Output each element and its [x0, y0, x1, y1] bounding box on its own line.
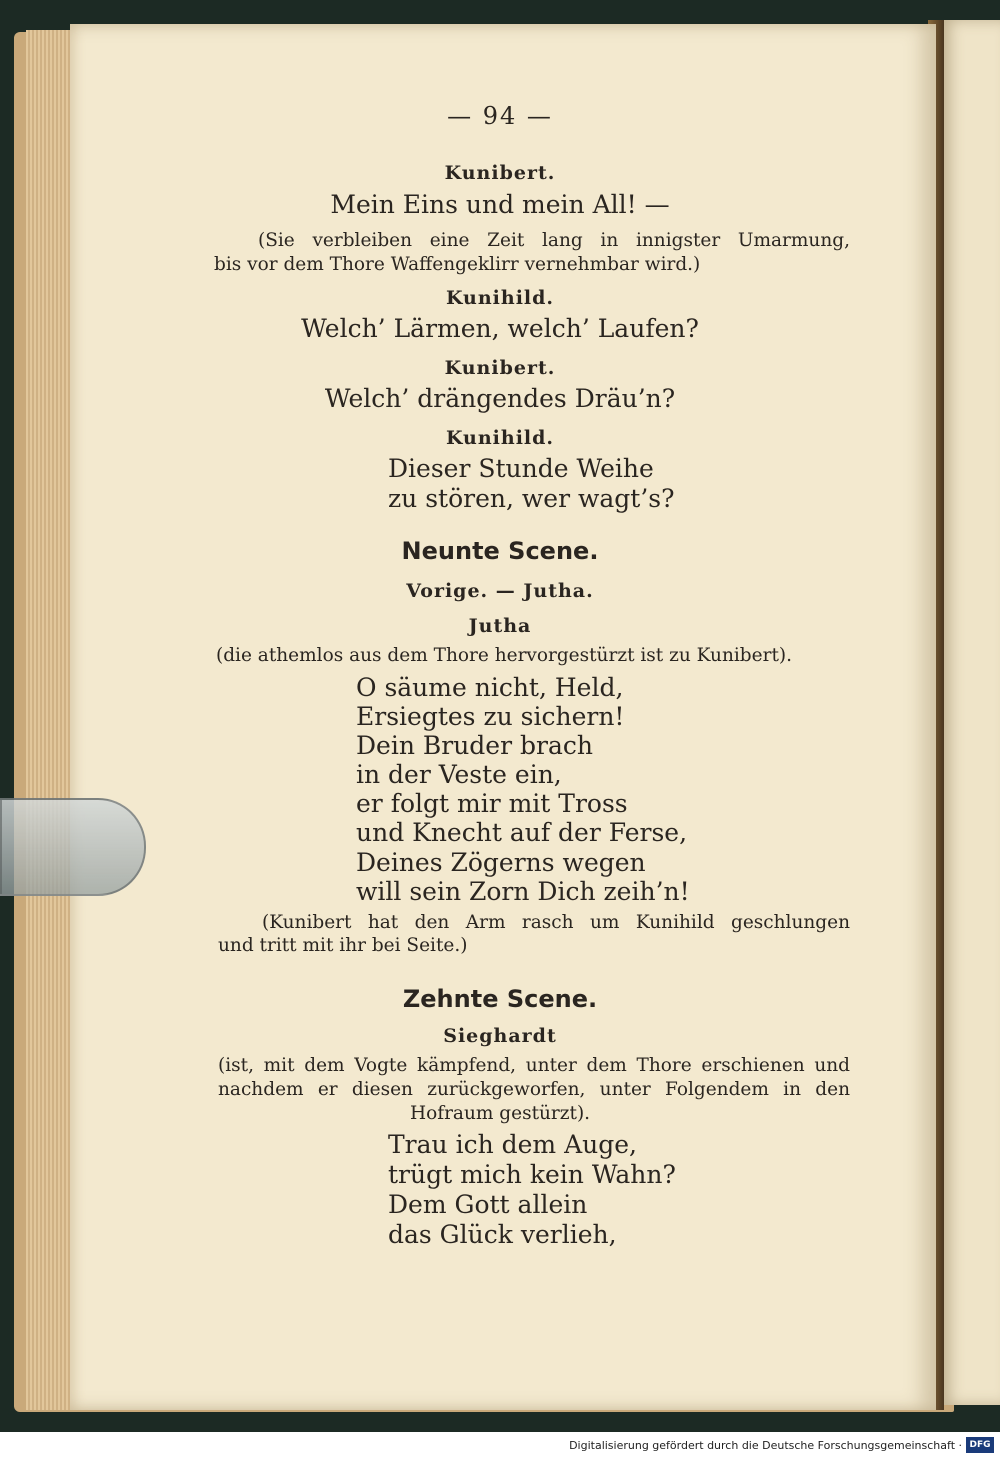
footer-bar [0, 1432, 1000, 1461]
verse-line: Deines Zögerns wegen [356, 848, 646, 877]
speaker-name: Kunibert. [444, 162, 556, 184]
verse-line: Mein Eins und mein All! — [330, 190, 670, 219]
page-number: — 94 — [447, 102, 553, 130]
funding-credit: Digitalisierung gefördert durch die Deutsche Forschungsgemeinschaft · [569, 1439, 962, 1452]
speaker-name: Kunibert. [444, 357, 556, 379]
verse-line: Welch’ drängendes Dräu’n? [324, 384, 676, 413]
dfg-logo: DFG [966, 1437, 994, 1453]
verse-line: und Knecht auf der Ferse, [356, 818, 688, 847]
stage-direction: (die athemlos aus dem Thore hervorgestürzt ist zu Kunibert). [216, 645, 792, 666]
speaker-name: Kunihild. [445, 427, 555, 449]
stage-direction: Hofraum gestürzt). [409, 1103, 591, 1124]
stage-direction: bis vor dem Thore Waffengeklirr vernehmbar wird.) [214, 254, 701, 275]
verse-line: das Glück verlieh, [388, 1220, 617, 1249]
characters-line: Vorige. — Jutha. [406, 580, 594, 602]
page-clip [0, 798, 146, 896]
verse-line: Dem Gott allein [388, 1190, 588, 1219]
verse-line: in der Veste ein, [356, 760, 562, 789]
verse-line: Ersiegtes zu sichern! [356, 702, 625, 731]
facing-page [940, 20, 1000, 1405]
stage-direction: (ist, mit dem Vogte kämpfend, unter dem Thore erschienen und [218, 1055, 850, 1076]
stage-direction: (Sie verbleiben eine Zeit lang in innigster Umarmung, [258, 230, 850, 251]
verse-line: will sein Zorn Dich zeih’n! [356, 877, 690, 906]
verse-line: Dein Bruder brach [356, 731, 593, 760]
stage-direction: und tritt mit ihr bei Seite.) [218, 935, 468, 956]
speaker-name: Sieghardt [443, 1025, 557, 1047]
stage-direction: (Kunibert hat den Arm rasch um Kunihild geschlungen [262, 912, 850, 933]
stage-direction: nachdem er diesen zurückgeworfen, unter Folgendem in den [218, 1079, 850, 1100]
verse-line: Dieser Stunde Weihe [388, 454, 654, 483]
verse-line: er folgt mir mit Tross [356, 789, 628, 818]
scene-heading: Neunte Scene. [401, 537, 599, 565]
verse-line: Trau ich dem Auge, [388, 1130, 637, 1159]
speaker-name: Jutha [468, 615, 532, 637]
verse-line: Welch’ Lärmen, welch’ Laufen? [301, 314, 699, 343]
verse-line: trügt mich kein Wahn? [388, 1160, 676, 1189]
scene-heading: Zehnte Scene. [402, 985, 598, 1013]
verse-line: zu stören, wer wagt’s? [388, 484, 675, 513]
verse-line: O säume nicht, Held, [356, 673, 624, 702]
speaker-name: Kunihild. [445, 287, 555, 309]
